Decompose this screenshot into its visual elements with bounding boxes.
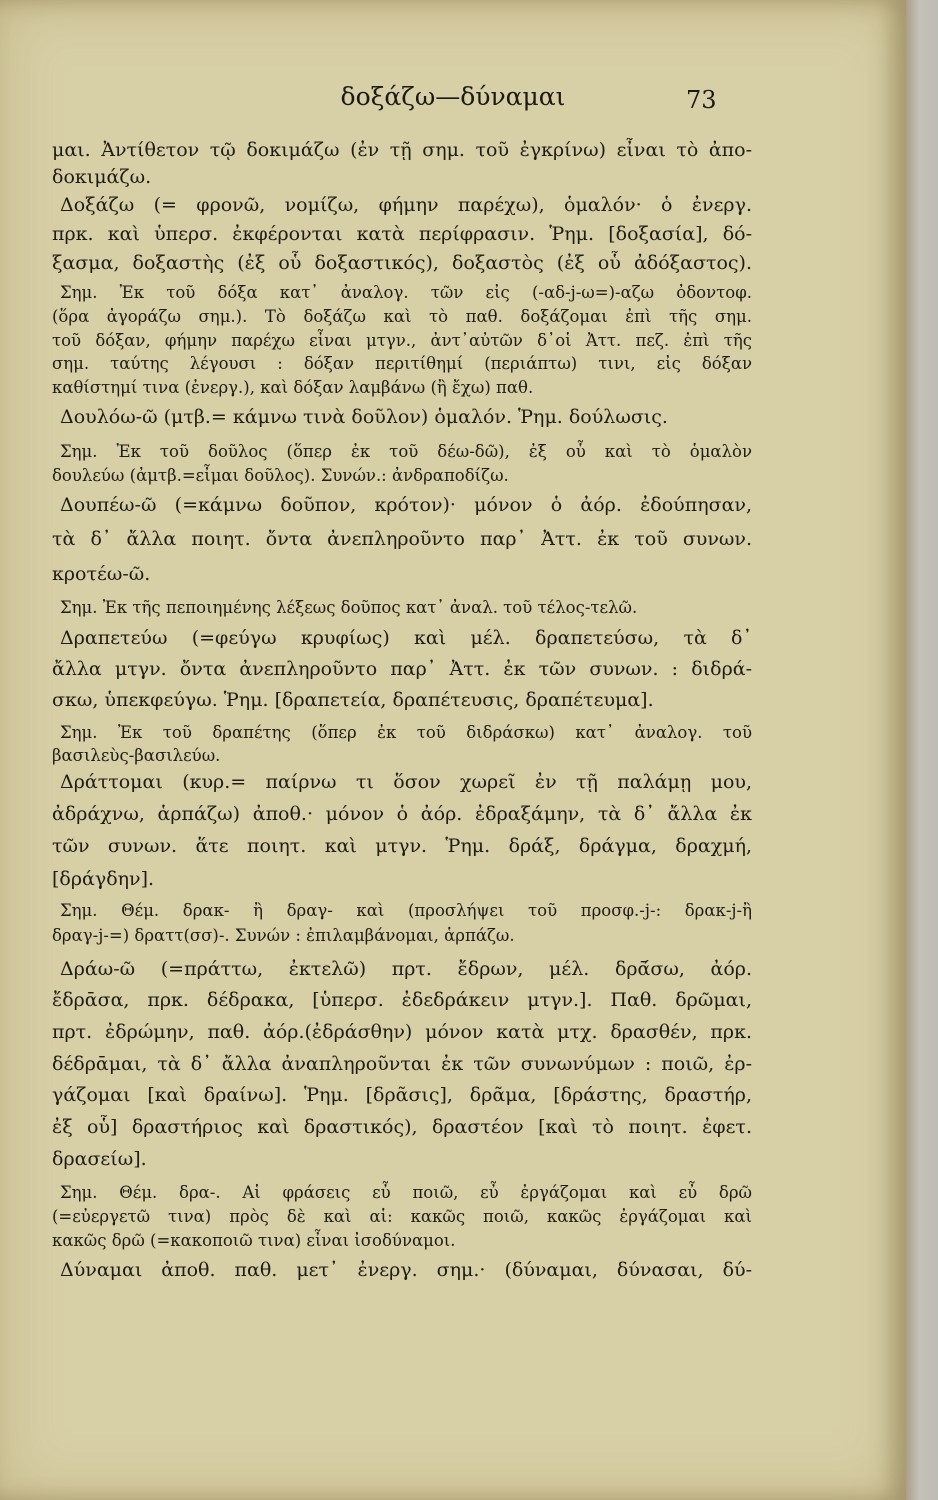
note-line: κακῶς δρῶ (=κακοποιῶ τινα) εἶναι ἰσοδύναμοι. <box>52 1231 456 1250</box>
text-line: τὰ δ᾽ ἄλλα ποιητ. ὄντα ἀνεπληροῦντο παρ᾽ Ἀττ. ἐκ τοῦ συνων. <box>52 528 752 550</box>
text-line: ἄλλα μτγν. ὄντα ἀνεπληροῦντο παρ᾽ Ἀττ. ἐκ τῶν συνων. : διδρά- <box>52 658 752 680</box>
text-line: πρκ. καὶ ὑπερσ. ἐκφέρονται κατὰ περίφρασιν. Ῥημ. [δοξασία], δό- <box>52 223 752 245</box>
note-line: Σημ. Ἐκ τῆς πεποιημένης λέξεως δοῦπος κατ᾽ ἀναλ. τοῦ τέλος-τελῶ. <box>60 598 638 617</box>
note-line: Σημ. Ἐκ τοῦ δόξα κατ᾽ ἀναλογ. τῶν εἰς (-αδ-j-ω=)-αζω ὀδοντοφ. <box>60 283 752 302</box>
note-line: δουλεύω (ἀμτβ.=εἶμαι δοῦλος). Συνών.: ἀνδραποδίζω. <box>52 466 509 485</box>
text-line: γάζομαι [καὶ δραίνω]. Ῥημ. [δρᾶσις], δρᾶμα, [δράστης, δραστήρ, <box>52 1084 752 1106</box>
text-line: κροτέω-ῶ. <box>52 563 151 585</box>
text-line: μαι. Ἀντίθετον τῷ δοκιμάζω (ἐν τῇ σημ. τοῦ ἐγκρίνω) εἶναι τὸ ἀπο- <box>52 139 752 161</box>
text-line: ἀδράχνω, ἁρπάζω) ἀποθ.· μόνον ὁ ἀόρ. ἐδραξάμην, τὰ δ᾽ ἄλλα ἐκ <box>52 803 752 825</box>
page-edge <box>906 0 938 1500</box>
note-line: καθίστημί τινα (ἐνεργ.), καὶ δόξαν λαμβάνω (ἢ ἔχω) παθ. <box>52 378 534 397</box>
entry-line: Δράω-ῶ (=πράττω, ἐκτελῶ) πρτ. ἔδρων, μέλ. δρᾱ́σω, ἀόρ. <box>60 958 752 980</box>
text-line: δέδρᾱμαι, τὰ δ᾽ ἄλλα ἀναπληροῦνται ἐκ τῶν συνωνύμων : ποιῶ, ἐρ- <box>52 1053 752 1075</box>
text-line: [δράγδην]. <box>52 868 155 890</box>
page-number: 73 <box>686 86 717 114</box>
text-line: ξασμα, δοξαστὴς (ἐξ οὗ δοξαστικός), δοξαστὸς (ἐξ οὗ ἀδόξαστος). <box>52 252 752 274</box>
note-line: (=εὐεργετῶ τινα) πρὸς δὲ καὶ αἱ: κακῶς ποιῶ, κακῶς ἐργάζομαι καὶ <box>52 1207 752 1226</box>
text-line: δρασείω]. <box>52 1148 147 1170</box>
entry-line: Δοξάζω (= φρονῶ, νομίζω, φήμην παρέχω), ὁμαλόν· ὁ ἐνεργ. <box>60 194 752 216</box>
text-line: σκω, ὑπεκφεύγω. Ῥημ. [δραπετεία, δραπέτευσις, δραπέτευμα]. <box>52 689 654 711</box>
text-line: τῶν συνων. ἅτε ποιητ. καὶ μτγν. Ῥημ. δράξ, δράγμα, δραχμή, <box>52 835 752 857</box>
note-line: Σημ. Θέμ. δρακ- ἢ δραγ- καὶ (προσλήψει τοῦ προσφ.-j-: δρακ-j-ἢ <box>60 901 752 920</box>
entry-line: Δράττομαι (κυρ.= παίρνω τι ὅσον χωρεῖ ἐν τῇ παλάμῃ μου, <box>60 771 752 793</box>
entry-line: Δουλόω-ῶ (μτβ.= κάμνω τινὰ δοῦλον) ὁμαλόν. Ῥημ. δούλωσις. <box>60 406 668 428</box>
note-line: (ὅρα ἀγοράζω σημ.). Τὸ δοξάζω καὶ τὸ παθ. δοξάζομαι ἐπὶ τῆς σημ. <box>52 307 752 326</box>
running-header: δοξάζω—δύναμαι <box>340 82 566 111</box>
entry-line: Δραπετεύω (=φεύγω κρυφίως) καὶ μέλ. δραπετεύσω, τὰ δ᾽ <box>60 627 752 649</box>
note-line: Σημ. Ἐκ τοῦ δοῦλος (ὅπερ ἐκ τοῦ δέω-δῶ), ἐξ οὗ καὶ τὸ ὁμαλὸν <box>60 442 752 461</box>
note-line: Σημ. Θέμ. δρα-. Αἱ φράσεις εὖ ποιῶ, εὖ ἐργάζομαι καὶ εὖ δρῶ <box>60 1183 752 1202</box>
text-line: πρτ. ἐδρώμην, παθ. ἀόρ.(ἐδράσθην) μόνον κατὰ μτχ. δρασθέν, πρκ. <box>52 1021 752 1043</box>
entry-line: Δουπέω-ῶ (=κάμνω δοῦπον, κρότον)· μόνον ὁ ἀόρ. ἐδούπησαν, <box>60 494 752 516</box>
note-line: τοῦ δόξαν, φήμην παρέχω εἶναι μτγν., ἀντ᾽αὐτῶν δ᾽οἱ Ἀττ. πεζ. ἐπὶ τῆς <box>52 331 752 350</box>
note-line: βασιλεὺς-βασιλεύω. <box>52 746 221 765</box>
text-line: ἔδρᾱσα, πρκ. δέδρακα, [ὑπερσ. ἐδεδράκειν μτγν.]. Παθ. δρῶμαι, <box>52 989 752 1011</box>
entry-line: Δύναμαι ἀποθ. παθ. μετ᾽ ἐνεργ. σημ.· (δύναμαι, δύνασαι, δύ- <box>60 1259 752 1281</box>
note-line: δραγ-j-=) δραττ(σσ)-. Συνών : ἐπιλαμβάνομαι, ἁρπάζω. <box>52 926 515 945</box>
text-line: ἐξ οὗ] δραστήριος καὶ δραστικός), δραστέον [καὶ τὸ ποιητ. ἐφετ. <box>52 1116 752 1138</box>
note-line: σημ. ταύτης λέγουσι : δόξαν περιτίθημί (περιάπτω) τινι, εἰς δόξαν <box>52 354 752 373</box>
text-line: δοκιμάζω. <box>52 166 152 188</box>
note-line: Σημ. Ἐκ τοῦ δραπέτης (ὅπερ ἐκ τοῦ διδράσκω) κατ᾽ ἀναλογ. τοῦ <box>60 723 752 742</box>
